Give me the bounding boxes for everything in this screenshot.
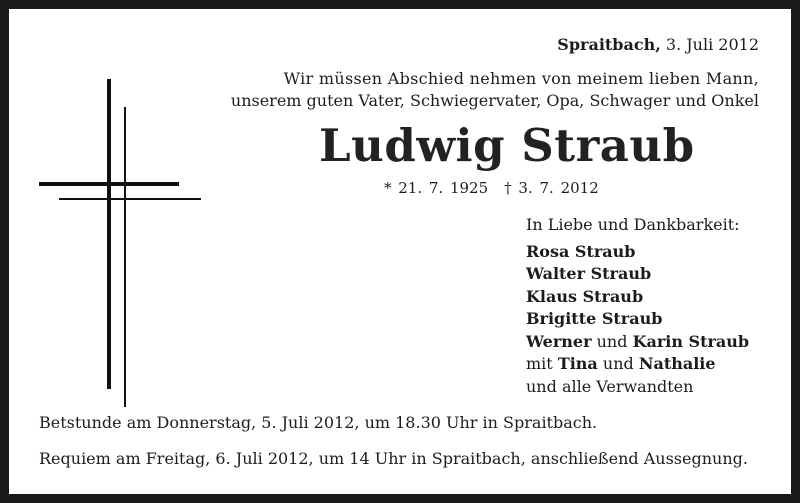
mourner-others: und alle Verwandten [526, 376, 694, 396]
mourner-grandchildren: mit Tina und Nathalie [526, 354, 716, 373]
mourner-name: Brigitte Straub [526, 309, 663, 328]
mourner-couple: Werner und Karin Straub [526, 331, 750, 351]
cross-vertical-bar [107, 79, 111, 389]
date: 3. Juli 2012 [665, 35, 759, 54]
deceased-name: Ludwig Straub [319, 119, 695, 172]
cross-icon [39, 79, 219, 409]
intro-line-2: unserem guten Vater, Schwiegervater, Opa, Schwager und Onkel [230, 91, 759, 110]
mourners-block [526, 214, 749, 398]
birth-date: * 21. 7. 1925 [384, 179, 489, 197]
death-date: † 3. 7. 2012 [504, 179, 599, 197]
place-date [557, 35, 759, 54]
cross-outline-vertical [124, 107, 126, 407]
place: Spraitbach, [557, 35, 661, 54]
intro-line-1: Wir müssen Abschied nehmen von meinem lieben Mann, [283, 69, 759, 88]
cross-horizontal-bar [39, 182, 179, 186]
requiem-note: Requiem am Freitag, 6. Juli 2012, um 14 Uhr in Spraitbach, anschließend Aussegnung. [39, 449, 748, 468]
mourner-name: Klaus Straub [526, 286, 644, 306]
mourner-name: Walter Straub [526, 264, 652, 283]
prayer-hour-note: Betstunde am Donnerstag, 5. Juli 2012, um 18.30 Uhr in Spraitbach. [39, 413, 598, 432]
cross-outline-horizontal [59, 198, 201, 200]
life-dates [384, 179, 615, 197]
mourner-name: Rosa Straub [526, 241, 636, 261]
mourners-heading: In Liebe und Dankbarkeit: [526, 215, 740, 234]
